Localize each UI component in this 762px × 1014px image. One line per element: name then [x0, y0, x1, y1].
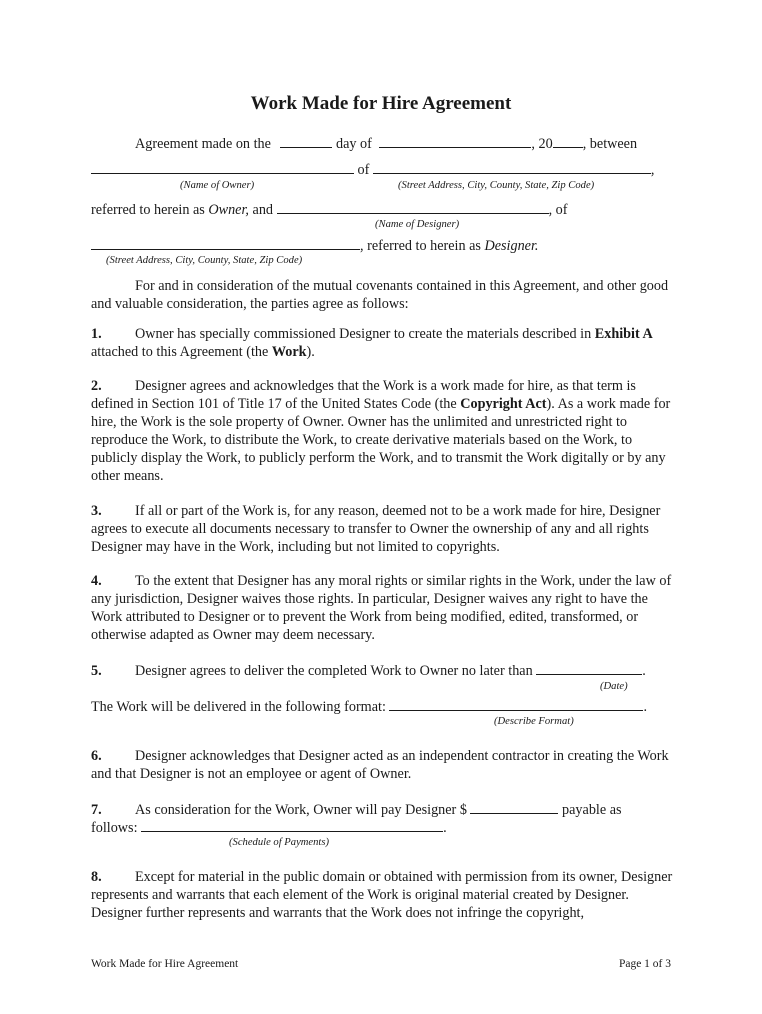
intro-referred-owner: referred to herein as — [91, 202, 205, 218]
delivery-format-line: The Work will be delivered in the following format: . — [91, 699, 647, 715]
footer-title: Work Made for Hire Agreement — [91, 958, 239, 970]
intro-between: , between — [582, 136, 638, 152]
intro-made-on: Agreement made on the — [135, 136, 271, 152]
payment-schedule-blank[interactable] — [141, 818, 443, 832]
designer-name-caption: (Name of Designer) — [375, 219, 460, 230]
owner-address-blank[interactable] — [373, 160, 651, 174]
intro-line-3 — [91, 200, 567, 219]
intro-line-4 — [91, 236, 538, 255]
designer-address-blank[interactable] — [91, 236, 360, 250]
document-title: Work Made for Hire Agreement — [250, 93, 512, 114]
year-blank[interactable] — [553, 134, 583, 148]
delivery-format-blank[interactable] — [389, 697, 643, 711]
owner-address-caption: (Street Address, City, County, State, Zip Code) — [398, 180, 595, 191]
page-number: Page 1 of 3 — [618, 958, 671, 970]
clause-7: 7. As consideration for the Work, Owner will pay Designer $ payable as — [91, 802, 622, 818]
owner-term: Owner, — [208, 202, 249, 218]
clause-6: 6. Designer acknowledges that Designer acted as an independent contractor in creating the Work and that Designer is not an employee or agent of Owner. — [91, 748, 669, 782]
clause-7-follows: follows: . — [91, 820, 447, 836]
intro-line-2 — [91, 160, 654, 179]
designer-term: Designer. — [484, 238, 539, 254]
date-caption: (Date) — [600, 681, 628, 692]
schedule-caption: (Schedule of Payments) — [229, 837, 330, 848]
payment-amount-blank[interactable] — [470, 800, 558, 814]
clause-5: 5. Designer agrees to deliver the completed Work to Owner no later than . — [91, 663, 646, 679]
format-caption: (Describe Format) — [494, 716, 574, 727]
intro-of: of — [357, 162, 370, 178]
intro-and: and — [252, 202, 274, 218]
designer-address-caption: (Street Address, City, County, State, Zip Code) — [106, 255, 303, 266]
intro-comma: , — [650, 162, 655, 178]
intro-of-2: , of — [548, 202, 568, 218]
intro-referred-designer: , referred to herein as — [360, 238, 481, 254]
clause-8: 8. Except for material in the public domain or obtained with permission from its owner, Designer represents and warrants that each element of the Work is original material created by Designer. Designer further represents and warrants that the Work does not infringe the copyright, — [91, 869, 673, 921]
owner-name-caption: (Name of Owner) — [180, 180, 255, 191]
clause-1: 1. Owner has specially commissioned Designer to create the materials described in Exhibit A attached to this Agreement (the Work). — [91, 326, 653, 360]
consideration-paragraph: For and in consideration of the mutual covenants contained in this Agreement, and other good and valuable consideration, the parties agree as follows: — [91, 278, 669, 312]
month-blank[interactable] — [379, 134, 531, 148]
clause-2: 2. Designer agrees and acknowledges that the Work is a work made for hire, as that term is defined in Section 101 of Title 17 of the United States Code (the Copyright Act). As a work made for hire, the Work is the sole property of Owner. Owner has the unlimited and unrestricted right to reproduce the Work, to distribute the Work, to create derivative materials based on the Work, to publicly display the Work, to publicly perform the Work, and to transmit the Work digitally or by any other means. — [91, 378, 671, 484]
intro-day-of: day of — [336, 136, 372, 152]
clause-4: 4. To the extent that Designer has any moral rights or similar rights in the Work, under the law of any jurisdiction, Designer waives those rights. In particular, Designer waives any right to have the Work attributed to Designer or to prevent the Work from being modified, edited, transformed, or otherwise adapted as Owner may deem necessary. — [91, 573, 672, 643]
owner-name-blank[interactable] — [91, 160, 354, 174]
intro-line-1 — [135, 134, 637, 153]
designer-name-blank[interactable] — [277, 200, 549, 214]
delivery-date-blank[interactable] — [536, 661, 642, 675]
intro-century: , 20 — [531, 136, 553, 152]
clause-3: 3. If all or part of the Work is, for any reason, deemed not to be a work made for hire, Designer agrees to execute all documents necessary to transfer to Owner the ownership of any and all rights Designer may have in the Work, including but not limited to copyrights. — [91, 503, 661, 555]
day-blank[interactable] — [280, 134, 332, 148]
